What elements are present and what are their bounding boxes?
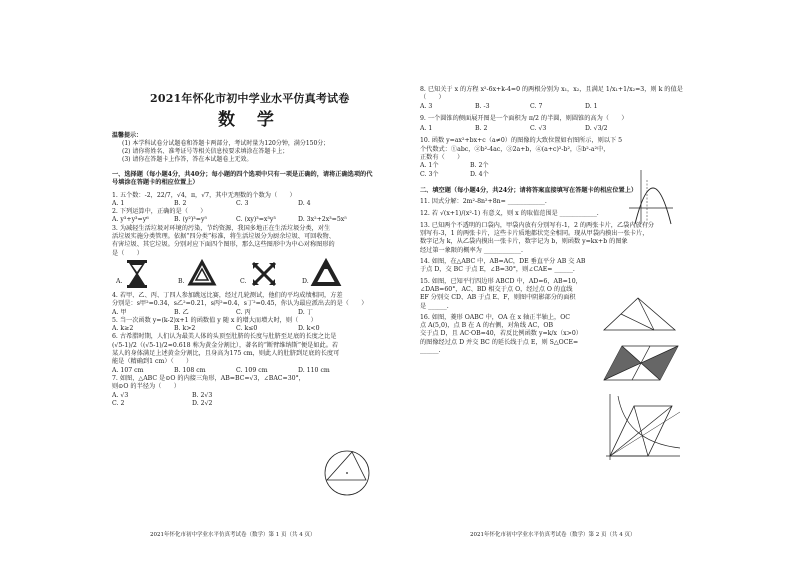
option: D. 4个 [470, 170, 489, 178]
question-6-line: (√5-1)/2（(√5-1)/2≈0.618 称为黄金分割比），著名的“断臂维纳斯”便是如此。若 [112, 341, 339, 349]
question-10-line: 10. 函数 y=ax²+bx+c（a≠0）的图像的大致位置如右图所示，则以下 5 [420, 137, 623, 145]
option: C. 2 [112, 399, 125, 407]
option: A. 3 [420, 102, 433, 110]
option: D. 3x²+2x³=5x⁵ [298, 216, 347, 224]
question-1-options [112, 200, 374, 208]
section-choice [112, 171, 374, 408]
question-11: 11. 因式分解：2m²-8n²+8n= ____________. [420, 198, 547, 206]
notice-line: (2) 请你将姓名、准考证号等相关信息按要求填涂在答题卡上； [122, 148, 289, 155]
option: B. 2个 [470, 162, 489, 170]
question-12: 12. 若 √(x+1)/(x²-1) 有意义，则 x 的取值范围是 ____________. [420, 209, 599, 217]
question-13-line: 别写有-3，1 的两张卡片，这些卡片质地都状完全相同。现从甲袋内摸出一张卡片， [420, 230, 649, 238]
option: D. [302, 277, 309, 285]
question-4-options [112, 309, 374, 317]
notice-line: (3) 请你在答题卡上作答，答在本试题卷上无效。 [122, 156, 253, 163]
question-15-line: 是 ______. [420, 302, 449, 310]
question-4-line: 4. 若甲、乙、丙、丁四人参加跳远比赛，经过几轮测试，他们的平均成绩相同，方差 [112, 291, 343, 299]
option: D. √3/2 [585, 125, 608, 133]
question-15-line: EF 分别交 CD、AB 于点 E、F，则图中阴影部分的面积 [420, 294, 576, 302]
option: A. 1个 [420, 162, 439, 170]
isosceles-triangle-figure [602, 296, 677, 334]
option: C. √3 [530, 125, 547, 133]
question-13-line: 数字记为 k，从乙袋内摸出一张卡片，数字记为 b，则函数 y=kx+b 的图象 [420, 238, 628, 246]
option: B. k>2 [174, 325, 196, 333]
question-14-line: 14. 如图，在△ABC 中，AB=AC，DE 垂直平分 AB 交 AB [420, 258, 586, 266]
option: C. 3 [236, 199, 249, 207]
question-7-line: 则⊙O 的半径为（ ） [112, 383, 180, 391]
question-8-line: （ ） [420, 94, 445, 102]
question-16-line: 16. 如图，菱形 OABC 中，OA 在 x 轴正半轴上，OC [420, 313, 571, 321]
question-6-line: 某人的身体满足上述黄金分割比，且身高为175 cm，则此人的肚脐到足底的长度可 [112, 350, 340, 358]
parallelogram-figure [602, 342, 680, 384]
option: C. (xy)³=x³y³ [236, 216, 276, 224]
question-14-line: 于点 D，交 BC 于点 E，∠B=30°，则∠CAE= ______. [420, 266, 575, 274]
question-16-line: 的图像经过点 D 并交 BC 的延长线于点 E，则 S△OCE= [420, 338, 579, 346]
question-9: 9. 一个圆锥的侧面展开图是一个面积为 π/2 的半圆，则圆锥的高为（ ） [420, 114, 628, 122]
question-10-options-row2 [420, 171, 610, 179]
question-4-line: 分别是：s甲²=0.34，s乙²=0.21，s丙²=0.4，s丁²=0.45，你认为最应派出去的是（ ） [112, 300, 368, 308]
option: C. 3个 [420, 170, 439, 178]
question-16-line: ______. [420, 347, 441, 355]
question-8-line: 8. 已知关于 x 的方程 x²-6x+k-4=0 的两根分别为 x₁，x₂，且满足 1/x₁+1/x₂=3，则 k 的值是 [420, 86, 683, 93]
question-10-line: 个代数式：①abc，②b²-4ac，③2a+b，④(a+c)²-b²，⑤b²-a²中， [420, 145, 610, 153]
option: B. -3 [475, 102, 490, 110]
option: C. 丙 [236, 308, 251, 316]
option: A. 107 cm [112, 366, 144, 374]
parabola-figure [627, 168, 675, 226]
question-16-line: 点 A(5,0)，点 B 在 A 的右侧，对角线 AC，OB [420, 322, 554, 330]
exam-title: 2021年怀化市初中学业水平仿真考试卷 [150, 92, 350, 105]
option: A. y³+y³=y⁶ [112, 216, 149, 224]
question-6-options [112, 367, 374, 375]
option: B. (y²)³=y⁵ [174, 216, 207, 224]
question-2-options [112, 216, 374, 224]
page-footer: 2021年怀化市初中学业水平仿真考试卷（数学）第 1 页（共 4 页） [150, 532, 316, 538]
notice-line: (1) 本学科试卷分试题卷和答题卡两部分，考试时量为120分钟，满分150分； [122, 140, 330, 147]
option: C. [240, 277, 247, 285]
notice-heading: 温馨提示： [112, 132, 143, 139]
option: D. 110 cm [298, 366, 330, 374]
question-8-options [420, 103, 650, 111]
question-7-options-row1 [112, 392, 312, 400]
option: A. [116, 277, 123, 285]
option: D. 4 [298, 199, 311, 207]
option: C. 7 [530, 102, 543, 110]
option: A. √3 [112, 391, 129, 399]
option: C. k≤0 [236, 325, 258, 333]
recycle-triangle-icon [312, 260, 340, 288]
option: B. 乙 [174, 308, 189, 316]
question-10-line: 正数有（ ） [420, 154, 464, 162]
page-footer: 2021年怀化市初中学业水平仿真考试卷（数学）第 2 页（共 4 页） [470, 532, 636, 538]
question-15-line: 15. 如图，已知平行四边形 ABCD 中，AD=6，AB=10， [420, 277, 582, 285]
question-10-options-row1 [420, 162, 610, 170]
option: D. 2√2 [192, 399, 213, 407]
question-15-line: ∠DAB=60°，AC、BD 相交于点 O，经过点 O 的直线 [420, 285, 573, 293]
option: A. 甲 [112, 308, 127, 316]
section-heading: 一、选择题（每小题4分，共40分；每小题的四个选项中只有一项是正确的，请将正确选项的代号填涂在答题卡的相应位置上） [112, 171, 373, 187]
question-6-line: 6. 古希腊时期，人们认为最美人体的头顶至肚脐的长度与肚脐至足底的长度之比是 [112, 333, 337, 341]
option: B. 108 cm [174, 366, 206, 374]
question-3-line: 活垃圾实施分类管理。依据“四分类”标准，将生活垃圾分为厨余垃圾、可回收物、 [112, 233, 335, 241]
option: B. [178, 277, 185, 285]
question-9-options [420, 125, 650, 133]
rhombus-coordinate-figure [602, 392, 682, 462]
notice-block [112, 132, 374, 164]
option: A. 1 [112, 199, 125, 207]
option: B. 2 [174, 199, 187, 207]
cross-arrows-icon [250, 260, 278, 288]
question-1: 1. 五个数：-2，22/7，√4，π，√7，其中无理数的个数为（ ） [112, 191, 296, 199]
question-5: 5. 当一次函数 y=(k-2)x+1 的函数值 y 随 x 的增大而增大时，则（ ） [112, 316, 317, 324]
option: B. 2√3 [192, 391, 213, 399]
option: B. 2 [475, 125, 488, 133]
question-13-line: 13. 已知两个不透明的口袋内，甲袋内放有分别写有-1，2 的两张卡片，乙袋内放有分 [420, 221, 655, 229]
option: D. k<0 [298, 325, 320, 333]
question-6-line: 能是（精确到1 cm）（ ） [112, 358, 193, 366]
question-7-options-row2 [112, 400, 312, 408]
option: C. 109 cm [236, 366, 268, 374]
section-heading: 二、填空题（每小题4分，共24分；请将答案直接填写在答题卡的相应位置上） [420, 186, 638, 194]
question-3-line: 3. 为减轻生活垃圾对环境的污染，节约资源，我国多地正在生活垃圾分类，对生 [112, 224, 331, 232]
right-page [397, 0, 794, 561]
question-13-line: 经过第一象限的概率为 ____________. [420, 246, 523, 254]
option: A. k≥2 [112, 325, 134, 333]
subject-title: 数 学 [218, 110, 282, 130]
question-3-figures [112, 258, 374, 292]
question-2: 2. 下列运算中，正确的是（ ） [112, 208, 207, 216]
option: D. 1 [585, 102, 598, 110]
circle-triangle-figure [322, 448, 372, 498]
recycle-icon [188, 260, 216, 288]
question-3-line: 是（ ） [112, 249, 143, 257]
question-7-line: 7. 如图，△ABC 是⊙O 的内接三角形，AB=BC=√3，∠BAC=30°， [112, 374, 305, 382]
question-3-line: 有害垃圾、其它垃圾。分别对应下面四个图形，那么这些图形中为中心对称图形的 [112, 241, 335, 249]
hourglass-icon [126, 260, 148, 288]
option: D. 丁 [298, 308, 313, 316]
option: A. 1 [420, 125, 433, 133]
question-16-line: 交于点 D，且 AC·OB=40，若反比例函数 y=k/x（x>0） [420, 330, 582, 338]
